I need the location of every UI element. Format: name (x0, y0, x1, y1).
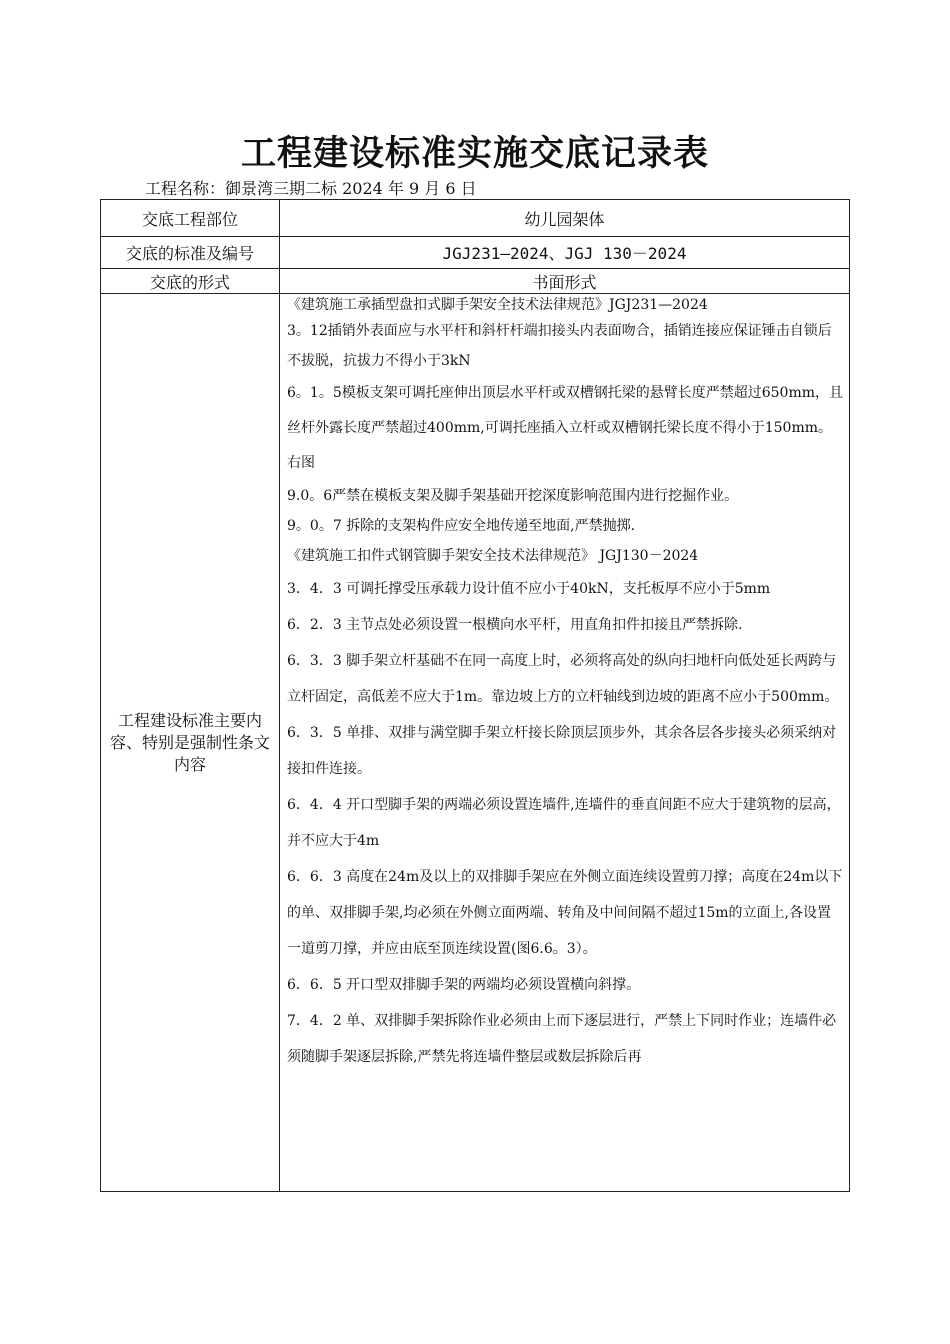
clause-3-12: 3。12插销外表面应与水平杆和斜杆杆端扣接头内表面吻合，插销连接应保证锤击自锁后不拔脱，抗拔力不得小于3kN (287, 323, 832, 369)
clause-6-2-3: 6．2．3 主节点处必须设置一根横向水平杆，用直角扣件扣接且严禁拆除. (287, 617, 743, 633)
location-label: 交底工程部位 (101, 200, 280, 237)
clause-9-0-6: 9.0。6严禁在模板支架及脚手架基础开挖深度影响范围内进行挖掘作业。 (287, 488, 739, 504)
table-row (101, 200, 850, 237)
standard-heading-jgj130: 《建筑施工扣件式钢管脚手架安全技术法律规范》 JGJ130－2024 (287, 548, 699, 564)
location-value: 幼儿园架体 (280, 200, 850, 237)
table-row (101, 294, 850, 1192)
form-label: 交底的形式 (101, 269, 280, 294)
clause-6-3-3: 6．3．3 脚手架立杆基础不在同一高度上时，必须将高处的纵向扫地杆向低处延长两跨与立杆固定，高低差不应大于1m。靠边坡上方的立杆轴线到边坡的距离不应小于500mm。 (287, 653, 839, 705)
clause-6-6-3: 6．6．3 高度在24m及以上的双排脚手架应在外侧立面连续设置剪刀撑；高度在24m以下的单、双排脚手架,均必须在外侧立面两端、转角及中间间隔不超过15m的立面上,各设置一道剪刀撑，并应由底至顶连续设置(图6.6。3）。 (287, 869, 843, 957)
table-row (101, 237, 850, 269)
clause-7-4-2: 7．4．2 单、双排脚手架拆除作业必须由上而下逐层进行，严禁上下同时作业；连墙件必须随脚手架逐层拆除,严禁先将连墙件整层或数层拆除后再 (287, 1013, 837, 1065)
content-label: 工程建设标准主要内容、特别是强制性条文内容 (101, 294, 280, 1192)
content-cell (280, 294, 850, 1192)
form-value: 书面形式 (280, 269, 850, 294)
clause-6-4-4: 6．4．4 开口型脚手架的两端必须设置连墙件,连墙件的垂直间距不应大于建筑物的层高，并不应大于4m (287, 797, 841, 849)
clause-6-1-5: 6。1。5模板支架可调托座伸出顶层水平杆或双槽钢托梁的悬臂长度严禁超过650mm，且丝杆外露长度严禁超过400mm,可调托座插入立杆或双槽钢托梁长度不得小于150mm。右图 (287, 385, 843, 471)
standard-label: 交底的标准及编号 (101, 237, 280, 269)
standard-heading-jgj231: 《建筑施工承插型盘扣式脚手架安全技术法律规范》JGJ231—2024 (287, 297, 708, 313)
clause-9-0-7: 9。0。7 拆除的支架构件应安全地传递至地面,严禁抛掷. (287, 518, 636, 534)
page-title: 工程建设标准实施交底记录表 (240, 133, 709, 174)
clause-6-3-5: 6．3．5 单排、双排与满堂脚手架立杆接长除顶层顶步外，其余各层各步接头必须采纳对接扣件连接。 (287, 725, 837, 777)
table-row (101, 269, 850, 294)
clause-3-4-3: 3．4．3 可调托撑受压承载力设计值不应小于40kN，支托板厚不应小于5mm (287, 581, 771, 597)
project-info: 工程名称：御景湾三期二标 2024 年 9 月 6 日 (145, 179, 477, 198)
clause-6-6-5: 6．6．5 开口型双排脚手架的两端均必须设置横向斜撑。 (287, 977, 641, 993)
record-table (100, 199, 850, 1192)
standard-value: JGJ231—2024、JGJ 130－2024 (280, 237, 850, 269)
